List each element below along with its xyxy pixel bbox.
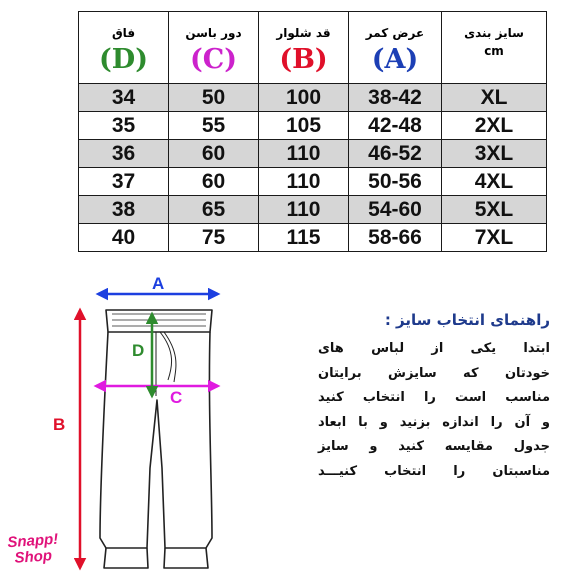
table-row — [79, 196, 547, 224]
waistband-outline — [106, 310, 212, 332]
logo-line-2: Shop — [13, 547, 53, 567]
cell-hip: 60 — [169, 140, 259, 168]
cell-size: XL — [442, 84, 547, 112]
header-unit: cm — [484, 44, 504, 58]
cell-inseam: 38 — [79, 196, 169, 224]
cell-waist: 50-56 — [349, 168, 442, 196]
header-title: قد شلوار — [276, 26, 331, 40]
guide-title: راهنمای انتخاب سایز : — [384, 311, 550, 329]
snapp-shop-logo — [7, 531, 73, 567]
header-title: دور باسن — [185, 26, 242, 40]
guide-line: جدول مقایسه کنید و سایز — [318, 439, 550, 454]
logo-line-1: Snapp! — [6, 530, 59, 552]
cell-size: 4XL — [442, 168, 547, 196]
cell-length: 100 — [259, 84, 349, 112]
header-title: سایز بندی — [464, 26, 524, 40]
cell-hip: 60 — [169, 168, 259, 196]
label-a: A — [152, 274, 165, 293]
cell-waist: 46-52 — [349, 140, 442, 168]
cell-hip: 55 — [169, 112, 259, 140]
guide-line: و آن را اندازه بزنید و با ابعاد — [318, 414, 550, 430]
cell-length: 105 — [259, 112, 349, 140]
header-letter: (A) — [371, 44, 419, 75]
label-c: C — [170, 388, 183, 407]
cell-size: 7XL — [442, 224, 547, 252]
guide-line: مناسبتان را انتخاب کنیـــد — [318, 463, 550, 479]
cell-length: 110 — [259, 140, 349, 168]
cell-waist: 42-48 — [349, 112, 442, 140]
guide-line: مناسب است را انتخاب کنید — [318, 390, 550, 405]
header-waist — [349, 12, 442, 84]
guide-text — [318, 337, 550, 484]
cell-size: 5XL — [442, 196, 547, 224]
cell-waist: 58-66 — [349, 224, 442, 252]
label-b: B — [53, 415, 66, 434]
cell-hip: 75 — [169, 224, 259, 252]
header-title: فاق — [111, 26, 136, 40]
label-d: D — [132, 341, 145, 360]
cell-size: 3XL — [442, 140, 547, 168]
left-cuff — [104, 548, 148, 568]
header-letter: (D) — [99, 44, 148, 75]
cell-inseam: 40 — [79, 224, 169, 252]
header-hip — [169, 12, 259, 84]
cell-inseam: 34 — [79, 84, 169, 112]
header-inseam — [79, 12, 169, 84]
pants-outline — [100, 310, 212, 568]
size-chart-table — [78, 11, 547, 252]
cell-waist: 38-42 — [349, 84, 442, 112]
cell-inseam: 37 — [79, 168, 169, 196]
guide-line: ابتدا یکی از لباس های — [318, 341, 550, 356]
table-row — [79, 112, 547, 140]
header-letter: (C) — [189, 44, 238, 75]
header-size — [442, 12, 547, 84]
header-row — [79, 12, 547, 84]
cell-hip: 50 — [169, 84, 259, 112]
right-cuff — [164, 548, 208, 568]
cell-length: 115 — [259, 224, 349, 252]
cell-length: 110 — [259, 196, 349, 224]
header-letter: (B) — [279, 44, 328, 75]
header-length — [259, 12, 349, 84]
table-row — [79, 140, 547, 168]
table-row — [79, 224, 547, 252]
cell-hip: 65 — [169, 196, 259, 224]
table-row — [79, 168, 547, 196]
cell-inseam: 36 — [79, 140, 169, 168]
pants-measurement-diagram — [0, 268, 300, 576]
guide-line: خودتان که سایزش برایتان — [318, 365, 550, 381]
cell-size: 2XL — [442, 112, 547, 140]
size-guide — [318, 311, 550, 484]
cell-inseam: 35 — [79, 112, 169, 140]
header-title: عرض کمر — [365, 26, 425, 40]
table-row — [79, 84, 547, 112]
cell-waist: 54-60 — [349, 196, 442, 224]
cell-length: 110 — [259, 168, 349, 196]
